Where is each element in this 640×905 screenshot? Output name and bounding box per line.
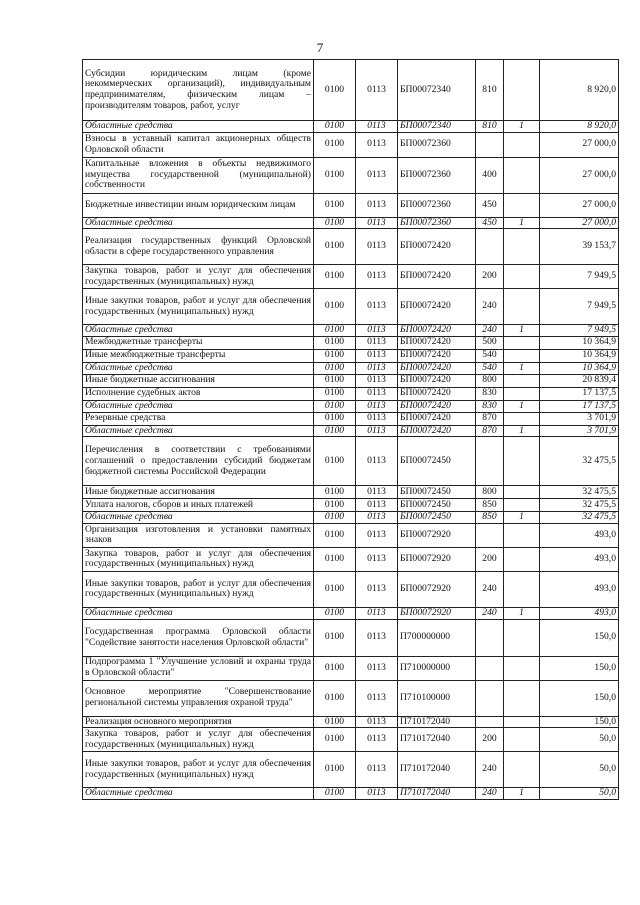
table-row (83, 547, 619, 571)
row-funding-flag (504, 716, 540, 728)
row-target-code: БП00072420 (398, 425, 476, 437)
row-target-code: П700000000 (398, 619, 476, 656)
row-subsection: 0113 (356, 362, 398, 374)
table-row (83, 265, 619, 289)
row-name: Перечисления в соответствии с требованиями соглашений о предоставлении субсидий бюджетам бюджетной системы Российской Федерации (83, 437, 314, 486)
row-expense-type: 400 (476, 157, 504, 193)
row-target-code: БП00072360 (398, 157, 476, 193)
row-expense-type: 200 (476, 728, 504, 752)
row-name: Областные средства (83, 121, 314, 133)
row-expense-type: 240 (476, 325, 504, 337)
row-expense-type: 200 (476, 547, 504, 571)
row-funding-flag: 1 (504, 425, 540, 437)
row-target-code: П710172040 (398, 752, 476, 788)
row-funding-flag: 1 (504, 121, 540, 133)
row-expense-type: 240 (476, 571, 504, 607)
row-section: 0100 (314, 400, 356, 412)
row-name: Областные средства (83, 217, 314, 229)
row-section: 0100 (314, 512, 356, 524)
row-section: 0100 (314, 486, 356, 499)
row-name: Областные средства (83, 607, 314, 619)
row-target-code: БП00072420 (398, 374, 476, 387)
row-amount: 493,0 (540, 607, 619, 619)
row-target-code: БП00072420 (398, 229, 476, 265)
row-funding-flag (504, 387, 540, 400)
row-expense-type: 500 (476, 336, 504, 349)
row-target-code: БП00072420 (398, 325, 476, 337)
row-name: Иные закупки товаров, работ и услуг для обеспечения государственных (муниципальных) нужд (83, 752, 314, 788)
row-target-code: БП00072420 (398, 336, 476, 349)
row-expense-type: 240 (476, 607, 504, 619)
row-funding-flag: 1 (504, 607, 540, 619)
row-amount: 17 137,5 (540, 400, 619, 412)
row-name: Областные средства (83, 400, 314, 412)
table-row-regional-funds (83, 400, 619, 412)
row-amount: 493,0 (540, 547, 619, 571)
table-row (83, 716, 619, 728)
row-target-code: БП00072340 (398, 121, 476, 133)
row-funding-flag (504, 193, 540, 217)
table-row (83, 619, 619, 656)
row-subsection: 0113 (356, 499, 398, 512)
row-name: Уплата налогов, сборов и иных платежей (83, 499, 314, 512)
row-section: 0100 (314, 387, 356, 400)
row-name: Исполнение судебных актов (83, 387, 314, 400)
row-expense-type: 810 (476, 121, 504, 133)
row-expense-type: 450 (476, 217, 504, 229)
row-subsection: 0113 (356, 265, 398, 289)
row-expense-type: 200 (476, 265, 504, 289)
table-row (83, 336, 619, 349)
row-name: Закупка товаров, работ и услуг для обеспечения государственных (муниципальных) нужд (83, 547, 314, 571)
row-funding-flag (504, 412, 540, 425)
row-funding-flag (504, 680, 540, 716)
row-subsection: 0113 (356, 121, 398, 133)
row-section: 0100 (314, 523, 356, 547)
row-funding-flag (504, 486, 540, 499)
row-amount: 150,0 (540, 656, 619, 680)
table-row-regional-funds (83, 217, 619, 229)
row-expense-type (476, 716, 504, 728)
row-name: Реализация государственных функций Орловской области в сфере государственного управления (83, 229, 314, 265)
row-amount: 150,0 (540, 680, 619, 716)
row-subsection: 0113 (356, 788, 398, 800)
row-section: 0100 (314, 325, 356, 337)
table-row-regional-funds (83, 121, 619, 133)
row-target-code: БП00072450 (398, 437, 476, 486)
row-name: Иные закупки товаров, работ и услуг для обеспечения государственных (муниципальных) нужд (83, 289, 314, 325)
row-name: Иные межбюджетные трансферты (83, 349, 314, 362)
table-row (83, 680, 619, 716)
row-amount: 27 000,0 (540, 217, 619, 229)
row-expense-type: 870 (476, 425, 504, 437)
row-funding-flag (504, 499, 540, 512)
row-name: Резервные средства (83, 412, 314, 425)
row-section: 0100 (314, 619, 356, 656)
row-section: 0100 (314, 412, 356, 425)
row-subsection: 0113 (356, 656, 398, 680)
row-name: Иные закупки товаров, работ и услуг для обеспечения государственных (муниципальных) нужд (83, 571, 314, 607)
row-amount: 50,0 (540, 788, 619, 800)
row-name: Бюджетные инвестиции иным юридическим лицам (83, 193, 314, 217)
row-target-code: БП00072340 (398, 60, 476, 121)
table-row (83, 132, 619, 157)
row-funding-flag (504, 437, 540, 486)
row-amount: 3 701,9 (540, 425, 619, 437)
table-row (83, 752, 619, 788)
row-section: 0100 (314, 362, 356, 374)
row-target-code: БП00072420 (398, 289, 476, 325)
row-subsection: 0113 (356, 387, 398, 400)
row-expense-type: 810 (476, 60, 504, 121)
row-target-code: БП00072450 (398, 512, 476, 524)
row-funding-flag (504, 656, 540, 680)
table-row-regional-funds (83, 325, 619, 337)
table-row (83, 412, 619, 425)
row-section: 0100 (314, 121, 356, 133)
table-row (83, 349, 619, 362)
row-section: 0100 (314, 132, 356, 157)
row-subsection: 0113 (356, 512, 398, 524)
row-amount: 10 364,9 (540, 349, 619, 362)
row-subsection: 0113 (356, 132, 398, 157)
row-section: 0100 (314, 349, 356, 362)
row-amount: 27 000,0 (540, 132, 619, 157)
row-subsection: 0113 (356, 437, 398, 486)
table-row-regional-funds (83, 788, 619, 800)
row-target-code: БП00072420 (398, 400, 476, 412)
row-expense-type: 850 (476, 499, 504, 512)
row-amount: 150,0 (540, 716, 619, 728)
row-name: Межбюджетные трансферты (83, 336, 314, 349)
row-expense-type: 830 (476, 400, 504, 412)
table-row (83, 486, 619, 499)
row-funding-flag (504, 523, 540, 547)
row-target-code: П710172040 (398, 728, 476, 752)
row-amount: 493,0 (540, 571, 619, 607)
row-name: Областные средства (83, 425, 314, 437)
row-section: 0100 (314, 752, 356, 788)
row-name: Капитальные вложения в объекты недвижимого имущества государственной (муниципальной) собственности (83, 157, 314, 193)
row-expense-type: 850 (476, 512, 504, 524)
row-amount: 7 949,5 (540, 289, 619, 325)
row-funding-flag (504, 289, 540, 325)
row-funding-flag (504, 132, 540, 157)
row-subsection: 0113 (356, 547, 398, 571)
table-row-regional-funds (83, 512, 619, 524)
table-row-regional-funds (83, 362, 619, 374)
row-subsection: 0113 (356, 607, 398, 619)
row-amount: 32 475,5 (540, 486, 619, 499)
row-section: 0100 (314, 336, 356, 349)
row-target-code: БП00072450 (398, 499, 476, 512)
row-subsection: 0113 (356, 425, 398, 437)
row-expense-type (476, 132, 504, 157)
row-section: 0100 (314, 571, 356, 607)
row-amount: 32 475,5 (540, 437, 619, 486)
row-expense-type (476, 523, 504, 547)
row-subsection: 0113 (356, 728, 398, 752)
row-subsection: 0113 (356, 523, 398, 547)
table-row-regional-funds (83, 607, 619, 619)
row-amount: 32 475,5 (540, 512, 619, 524)
row-target-code: БП00072360 (398, 132, 476, 157)
row-name: Организация изготовления и установки памятных знаков (83, 523, 314, 547)
row-section: 0100 (314, 656, 356, 680)
row-expense-type: 540 (476, 349, 504, 362)
row-target-code: БП00072420 (398, 362, 476, 374)
row-section: 0100 (314, 425, 356, 437)
row-amount: 10 364,9 (540, 336, 619, 349)
row-funding-flag (504, 265, 540, 289)
row-section: 0100 (314, 157, 356, 193)
row-expense-type (476, 229, 504, 265)
row-subsection: 0113 (356, 680, 398, 716)
row-target-code: П710100000 (398, 680, 476, 716)
row-section: 0100 (314, 788, 356, 800)
row-section: 0100 (314, 217, 356, 229)
row-amount: 50,0 (540, 728, 619, 752)
row-funding-flag: 1 (504, 788, 540, 800)
row-target-code: БП00072920 (398, 523, 476, 547)
row-name: Реализация основного мероприятия (83, 716, 314, 728)
row-expense-type (476, 656, 504, 680)
table-row (83, 289, 619, 325)
row-amount: 8 920,0 (540, 60, 619, 121)
row-name: Подпрограмма 1 "Улучшение условий и охраны труда в Орловской области" (83, 656, 314, 680)
row-section: 0100 (314, 607, 356, 619)
row-target-code: П710172040 (398, 716, 476, 728)
table-row (83, 523, 619, 547)
row-funding-flag (504, 752, 540, 788)
row-name: Закупка товаров, работ и услуг для обеспечения государственных (муниципальных) нужд (83, 265, 314, 289)
table-row-regional-funds (83, 425, 619, 437)
row-subsection: 0113 (356, 400, 398, 412)
row-amount: 27 000,0 (540, 193, 619, 217)
row-amount: 493,0 (540, 523, 619, 547)
row-subsection: 0113 (356, 289, 398, 325)
row-subsection: 0113 (356, 571, 398, 607)
row-section: 0100 (314, 716, 356, 728)
row-funding-flag (504, 229, 540, 265)
row-subsection: 0113 (356, 752, 398, 788)
table-row (83, 229, 619, 265)
row-section: 0100 (314, 728, 356, 752)
row-target-code: БП00072920 (398, 547, 476, 571)
row-expense-type: 800 (476, 486, 504, 499)
row-amount: 27 000,0 (540, 157, 619, 193)
row-target-code: П710172040 (398, 788, 476, 800)
row-funding-flag (504, 157, 540, 193)
row-funding-flag: 1 (504, 325, 540, 337)
row-funding-flag (504, 374, 540, 387)
page-number: 7 (316, 40, 324, 55)
row-expense-type (476, 680, 504, 716)
row-section: 0100 (314, 547, 356, 571)
row-section: 0100 (314, 193, 356, 217)
row-subsection: 0113 (356, 217, 398, 229)
row-subsection: 0113 (356, 157, 398, 193)
row-subsection: 0113 (356, 619, 398, 656)
table-row (83, 193, 619, 217)
row-expense-type: 240 (476, 788, 504, 800)
row-amount: 7 949,5 (540, 265, 619, 289)
row-funding-flag (504, 336, 540, 349)
row-subsection: 0113 (356, 412, 398, 425)
row-target-code: БП00072920 (398, 607, 476, 619)
row-funding-flag (504, 571, 540, 607)
row-target-code: БП00072920 (398, 571, 476, 607)
row-funding-flag: 1 (504, 217, 540, 229)
row-name: Субсидии юридическим лицам (кроме некоммерческих организаций), индивидуальным предпринимателям, физическим лицам – производителям товаров, работ, услуг (83, 60, 314, 121)
row-target-code: БП00072450 (398, 486, 476, 499)
row-name: Иные бюджетные ассигнования (83, 374, 314, 387)
row-subsection: 0113 (356, 229, 398, 265)
table-row (83, 157, 619, 193)
row-subsection: 0113 (356, 60, 398, 121)
row-expense-type: 450 (476, 193, 504, 217)
row-amount: 17 137,5 (540, 387, 619, 400)
budget-table-body (83, 60, 619, 800)
row-subsection: 0113 (356, 336, 398, 349)
table-row (83, 60, 619, 121)
row-name: Областные средства (83, 788, 314, 800)
row-name: Областные средства (83, 325, 314, 337)
row-target-code: БП00072360 (398, 193, 476, 217)
row-expense-type: 540 (476, 362, 504, 374)
row-name: Областные средства (83, 362, 314, 374)
row-funding-flag (504, 60, 540, 121)
table-row (83, 728, 619, 752)
row-target-code: БП00072360 (398, 217, 476, 229)
row-name: Государственная программа Орловской области "Содействие занятости населения Орловской области" (83, 619, 314, 656)
row-funding-flag (504, 619, 540, 656)
budget-table (82, 59, 619, 800)
row-amount: 3 701,9 (540, 412, 619, 425)
row-funding-flag (504, 349, 540, 362)
row-amount: 8 920,0 (540, 121, 619, 133)
row-section: 0100 (314, 265, 356, 289)
row-expense-type: 870 (476, 412, 504, 425)
row-section: 0100 (314, 229, 356, 265)
row-amount: 32 475,5 (540, 499, 619, 512)
row-funding-flag (504, 728, 540, 752)
row-section: 0100 (314, 499, 356, 512)
row-expense-type: 800 (476, 374, 504, 387)
row-subsection: 0113 (356, 486, 398, 499)
row-section: 0100 (314, 374, 356, 387)
table-row (83, 571, 619, 607)
row-subsection: 0113 (356, 325, 398, 337)
row-expense-type: 240 (476, 752, 504, 788)
row-section: 0100 (314, 437, 356, 486)
row-amount: 10 364,9 (540, 362, 619, 374)
row-name: Закупка товаров, работ и услуг для обеспечения государственных (муниципальных) нужд (83, 728, 314, 752)
table-row (83, 387, 619, 400)
row-funding-flag: 1 (504, 362, 540, 374)
table-row (83, 374, 619, 387)
row-section: 0100 (314, 60, 356, 121)
table-row (83, 656, 619, 680)
row-expense-type: 830 (476, 387, 504, 400)
row-section: 0100 (314, 289, 356, 325)
row-expense-type (476, 619, 504, 656)
row-funding-flag (504, 547, 540, 571)
table-row (83, 437, 619, 486)
row-expense-type (476, 437, 504, 486)
row-subsection: 0113 (356, 193, 398, 217)
row-amount: 20 839,4 (540, 374, 619, 387)
row-name: Взносы в уставный капитал акционерных обществ Орловской области (83, 132, 314, 157)
row-expense-type: 240 (476, 289, 504, 325)
row-target-code: БП00072420 (398, 412, 476, 425)
row-funding-flag: 1 (504, 512, 540, 524)
row-subsection: 0113 (356, 349, 398, 362)
row-amount: 150,0 (540, 619, 619, 656)
row-target-code: БП00072420 (398, 265, 476, 289)
row-subsection: 0113 (356, 374, 398, 387)
row-target-code: БП00072420 (398, 387, 476, 400)
row-amount: 39 153,7 (540, 229, 619, 265)
row-funding-flag: 1 (504, 400, 540, 412)
row-target-code: П710000000 (398, 656, 476, 680)
row-amount: 50,0 (540, 752, 619, 788)
row-subsection: 0113 (356, 716, 398, 728)
row-name: Основное мероприятие "Совершенствование региональной системы управления охраной труда" (83, 680, 314, 716)
row-name: Областные средства (83, 512, 314, 524)
row-amount: 7 949,5 (540, 325, 619, 337)
table-row (83, 499, 619, 512)
row-section: 0100 (314, 680, 356, 716)
row-target-code: БП00072420 (398, 349, 476, 362)
row-name: Иные бюджетные ассигнования (83, 486, 314, 499)
